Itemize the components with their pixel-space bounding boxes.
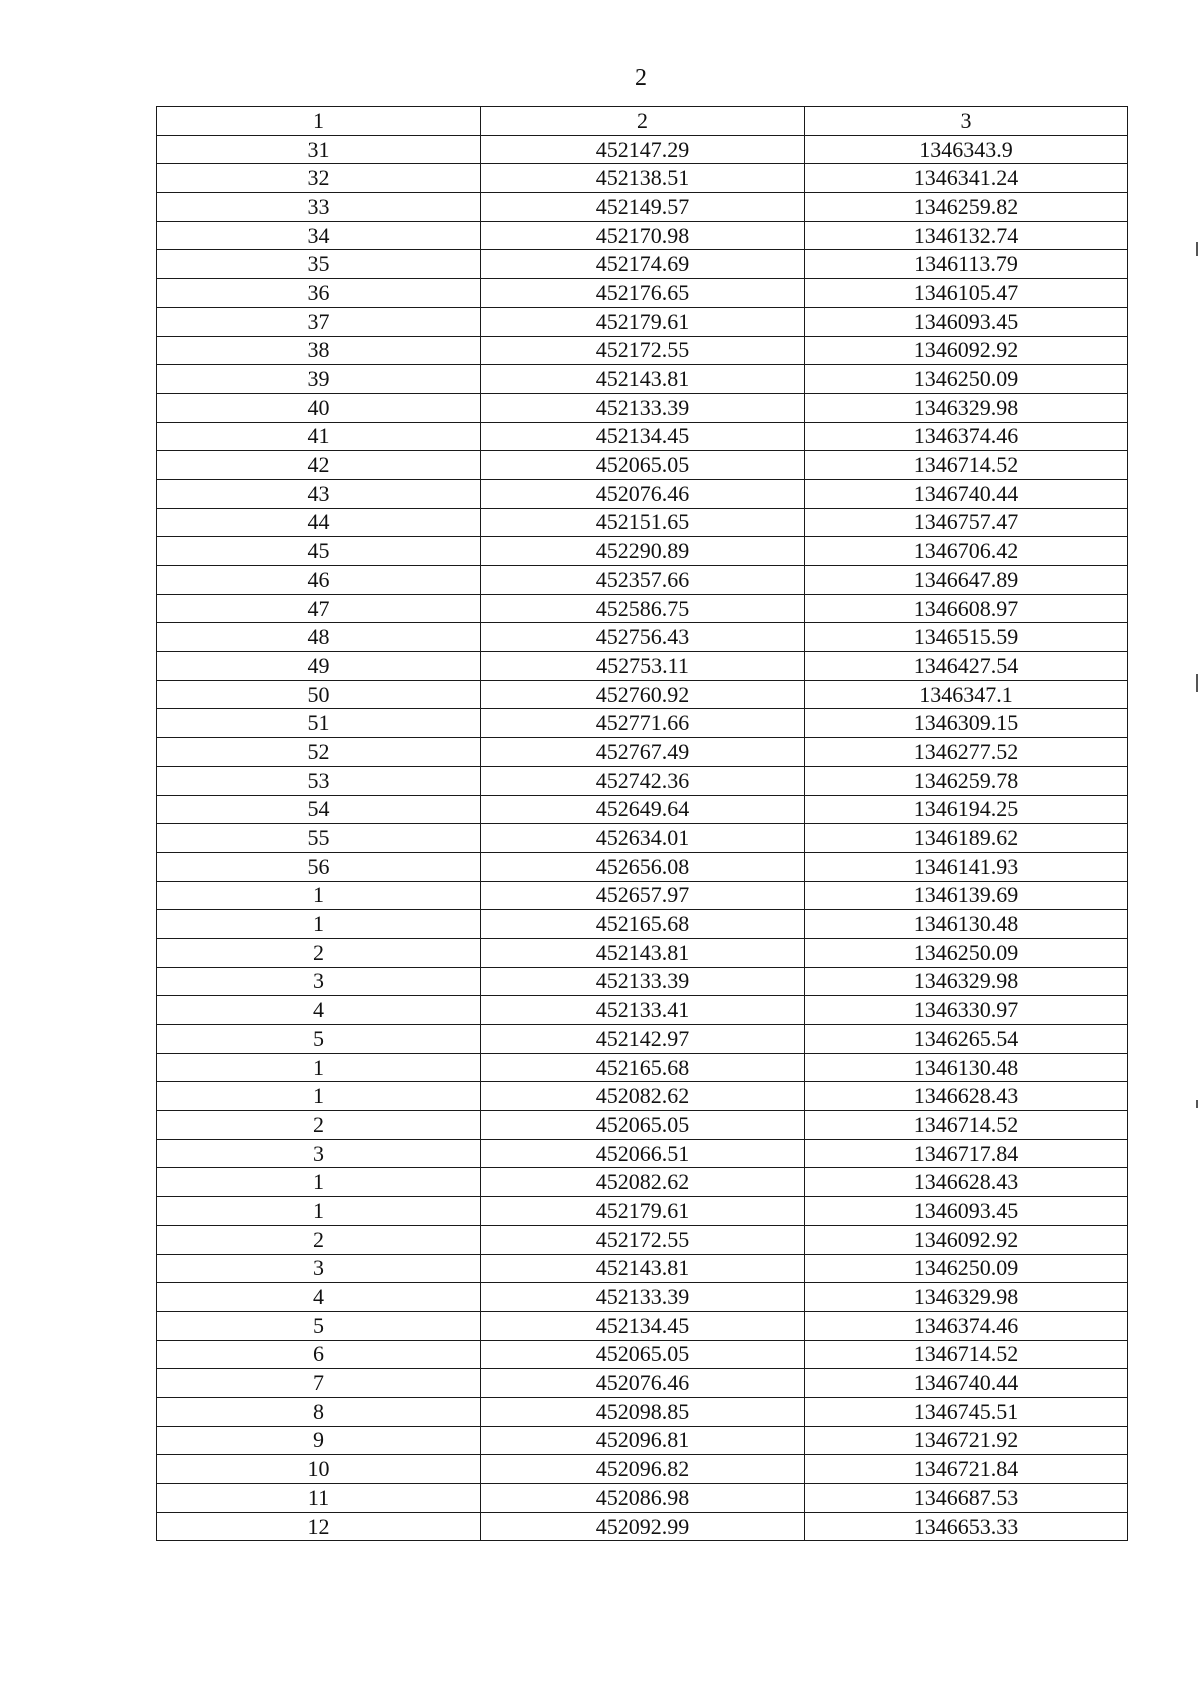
row-number-cell: 44 [157, 508, 481, 537]
table-row [157, 1168, 1128, 1197]
x-coordinate-cell: 452147.29 [481, 135, 805, 164]
row-number-cell: 31 [157, 135, 481, 164]
y-coordinate-cell: 1346757.47 [805, 508, 1128, 537]
scan-edge-mark [1196, 242, 1198, 256]
x-coordinate-cell: 452172.55 [481, 336, 805, 365]
table-row [157, 680, 1128, 709]
y-coordinate-cell: 1346189.62 [805, 824, 1128, 853]
y-coordinate-cell: 1346093.45 [805, 1197, 1128, 1226]
row-number-cell: 54 [157, 795, 481, 824]
y-coordinate-cell: 1346132.74 [805, 221, 1128, 250]
row-number-cell: 2 [157, 1111, 481, 1140]
row-number-cell: 35 [157, 250, 481, 279]
x-coordinate-cell: 452172.55 [481, 1225, 805, 1254]
y-coordinate-cell: 1346714.52 [805, 1340, 1128, 1369]
row-number-cell: 1 [157, 1053, 481, 1082]
x-coordinate-cell: 452143.81 [481, 938, 805, 967]
x-coordinate-cell: 452133.39 [481, 967, 805, 996]
x-coordinate-cell: 452179.61 [481, 307, 805, 336]
row-number-cell: 4 [157, 996, 481, 1025]
table-row [157, 1426, 1128, 1455]
row-number-cell: 38 [157, 336, 481, 365]
y-coordinate-cell: 1346740.44 [805, 479, 1128, 508]
table-row [157, 1082, 1128, 1111]
row-number-cell: 50 [157, 680, 481, 709]
y-coordinate-cell: 1346250.09 [805, 365, 1128, 394]
table-row [157, 164, 1128, 193]
y-coordinate-cell: 1346721.92 [805, 1426, 1128, 1455]
y-coordinate-cell: 1346714.52 [805, 1111, 1128, 1140]
x-coordinate-cell: 452076.46 [481, 479, 805, 508]
row-number-cell: 1 [157, 881, 481, 910]
y-coordinate-cell: 1346105.47 [805, 279, 1128, 308]
x-coordinate-cell: 452133.41 [481, 996, 805, 1025]
table-row [157, 1053, 1128, 1082]
table-row [157, 365, 1128, 394]
page-number: 2 [635, 65, 647, 91]
y-coordinate-cell: 1346347.1 [805, 680, 1128, 709]
scan-edge-mark [1196, 1100, 1198, 1108]
row-number-cell: 51 [157, 709, 481, 738]
row-number-cell: 53 [157, 766, 481, 795]
table-row [157, 824, 1128, 853]
x-coordinate-cell: 452142.97 [481, 1025, 805, 1054]
x-coordinate-cell: 452165.68 [481, 1053, 805, 1082]
x-coordinate-cell: 452649.64 [481, 795, 805, 824]
y-coordinate-cell: 1346341.24 [805, 164, 1128, 193]
x-coordinate-cell: 452742.36 [481, 766, 805, 795]
table-row [157, 910, 1128, 939]
row-number-cell: 40 [157, 393, 481, 422]
y-coordinate-cell: 1346265.54 [805, 1025, 1128, 1054]
row-number-cell: 12 [157, 1512, 481, 1541]
table-row [157, 393, 1128, 422]
row-number-cell: 33 [157, 193, 481, 222]
y-coordinate-cell: 1346277.52 [805, 738, 1128, 767]
y-coordinate-cell: 1346608.97 [805, 594, 1128, 623]
row-number-cell: 2 [157, 1225, 481, 1254]
x-coordinate-cell: 452065.05 [481, 1111, 805, 1140]
row-number-cell: 1 [157, 1168, 481, 1197]
x-coordinate-cell: 452179.61 [481, 1197, 805, 1226]
table-row [157, 422, 1128, 451]
y-coordinate-cell: 1346130.48 [805, 910, 1128, 939]
header-cell-col2: 2 [481, 107, 805, 136]
table-row [157, 1340, 1128, 1369]
table-row [157, 193, 1128, 222]
row-number-cell: 32 [157, 164, 481, 193]
table-row [157, 279, 1128, 308]
y-coordinate-cell: 1346717.84 [805, 1139, 1128, 1168]
row-number-cell: 1 [157, 1197, 481, 1226]
table-row [157, 307, 1128, 336]
table-row [157, 738, 1128, 767]
row-number-cell: 43 [157, 479, 481, 508]
row-number-cell: 52 [157, 738, 481, 767]
x-coordinate-cell: 452634.01 [481, 824, 805, 853]
x-coordinate-cell: 452149.57 [481, 193, 805, 222]
row-number-cell: 42 [157, 451, 481, 480]
row-number-cell: 49 [157, 652, 481, 681]
table-row [157, 1397, 1128, 1426]
x-coordinate-cell: 452133.39 [481, 1283, 805, 1312]
x-coordinate-cell: 452092.99 [481, 1512, 805, 1541]
table-row [157, 1139, 1128, 1168]
x-coordinate-cell: 452656.08 [481, 852, 805, 881]
y-coordinate-cell: 1346113.79 [805, 250, 1128, 279]
table-row [157, 1225, 1128, 1254]
x-coordinate-cell: 452151.65 [481, 508, 805, 537]
table-row [157, 1254, 1128, 1283]
table-row [157, 1369, 1128, 1398]
table-row [157, 336, 1128, 365]
table-row [157, 1283, 1128, 1312]
table-row [157, 537, 1128, 566]
table-row [157, 479, 1128, 508]
y-coordinate-cell: 1346628.43 [805, 1082, 1128, 1111]
x-coordinate-cell: 452065.05 [481, 1340, 805, 1369]
row-number-cell: 47 [157, 594, 481, 623]
table-row [157, 938, 1128, 967]
y-coordinate-cell: 1346259.82 [805, 193, 1128, 222]
y-coordinate-cell: 1346374.46 [805, 422, 1128, 451]
table-row [157, 135, 1128, 164]
y-coordinate-cell: 1346740.44 [805, 1369, 1128, 1398]
y-coordinate-cell: 1346721.84 [805, 1455, 1128, 1484]
row-number-cell: 6 [157, 1340, 481, 1369]
y-coordinate-cell: 1346259.78 [805, 766, 1128, 795]
x-coordinate-cell: 452357.66 [481, 566, 805, 595]
y-coordinate-cell: 1346139.69 [805, 881, 1128, 910]
row-number-cell: 3 [157, 1139, 481, 1168]
row-number-cell: 46 [157, 566, 481, 595]
y-coordinate-cell: 1346706.42 [805, 537, 1128, 566]
y-coordinate-cell: 1346092.92 [805, 1225, 1128, 1254]
table-row [157, 709, 1128, 738]
y-coordinate-cell: 1346329.98 [805, 393, 1128, 422]
coordinate-table-container [156, 106, 1127, 1541]
row-number-cell: 11 [157, 1484, 481, 1513]
x-coordinate-cell: 452176.65 [481, 279, 805, 308]
y-coordinate-cell: 1346427.54 [805, 652, 1128, 681]
table-row [157, 623, 1128, 652]
scan-edge-mark [1196, 674, 1198, 692]
y-coordinate-cell: 1346745.51 [805, 1397, 1128, 1426]
y-coordinate-cell: 1346194.25 [805, 795, 1128, 824]
row-number-cell: 10 [157, 1455, 481, 1484]
row-number-cell: 45 [157, 537, 481, 566]
y-coordinate-cell: 1346330.97 [805, 996, 1128, 1025]
y-coordinate-cell: 1346329.98 [805, 1283, 1128, 1312]
x-coordinate-cell: 452138.51 [481, 164, 805, 193]
y-coordinate-cell: 1346329.98 [805, 967, 1128, 996]
y-coordinate-cell: 1346093.45 [805, 307, 1128, 336]
row-number-cell: 39 [157, 365, 481, 394]
coordinate-table [156, 106, 1128, 1541]
x-coordinate-cell: 452082.62 [481, 1082, 805, 1111]
table-row [157, 1512, 1128, 1541]
table-row [157, 967, 1128, 996]
x-coordinate-cell: 452170.98 [481, 221, 805, 250]
table-row [157, 594, 1128, 623]
y-coordinate-cell: 1346714.52 [805, 451, 1128, 480]
row-number-cell: 5 [157, 1311, 481, 1340]
x-coordinate-cell: 452065.05 [481, 451, 805, 480]
table-row [157, 451, 1128, 480]
row-number-cell: 5 [157, 1025, 481, 1054]
y-coordinate-cell: 1346141.93 [805, 852, 1128, 881]
table-row [157, 1455, 1128, 1484]
x-coordinate-cell: 452290.89 [481, 537, 805, 566]
x-coordinate-cell: 452143.81 [481, 1254, 805, 1283]
header-cell-col1: 1 [157, 107, 481, 136]
x-coordinate-cell: 452165.68 [481, 910, 805, 939]
table-row [157, 221, 1128, 250]
x-coordinate-cell: 452134.45 [481, 422, 805, 451]
y-coordinate-cell: 1346628.43 [805, 1168, 1128, 1197]
x-coordinate-cell: 452143.81 [481, 365, 805, 394]
header-cell-col3: 3 [805, 107, 1128, 136]
row-number-cell: 3 [157, 1254, 481, 1283]
x-coordinate-cell: 452082.62 [481, 1168, 805, 1197]
y-coordinate-cell: 1346374.46 [805, 1311, 1128, 1340]
x-coordinate-cell: 452771.66 [481, 709, 805, 738]
x-coordinate-cell: 452767.49 [481, 738, 805, 767]
row-number-cell: 1 [157, 1082, 481, 1111]
table-row [157, 508, 1128, 537]
row-number-cell: 48 [157, 623, 481, 652]
table-row [157, 881, 1128, 910]
x-coordinate-cell: 452086.98 [481, 1484, 805, 1513]
row-number-cell: 36 [157, 279, 481, 308]
table-row [157, 250, 1128, 279]
row-number-cell: 55 [157, 824, 481, 853]
table-row [157, 795, 1128, 824]
row-number-cell: 7 [157, 1369, 481, 1398]
y-coordinate-cell: 1346309.15 [805, 709, 1128, 738]
x-coordinate-cell: 452753.11 [481, 652, 805, 681]
x-coordinate-cell: 452076.46 [481, 1369, 805, 1398]
table-row [157, 766, 1128, 795]
x-coordinate-cell: 452760.92 [481, 680, 805, 709]
x-coordinate-cell: 452133.39 [481, 393, 805, 422]
table-row [157, 1311, 1128, 1340]
y-coordinate-cell: 1346250.09 [805, 938, 1128, 967]
x-coordinate-cell: 452096.82 [481, 1455, 805, 1484]
table-row [157, 1111, 1128, 1140]
table-row [157, 1484, 1128, 1513]
table-row [157, 566, 1128, 595]
row-number-cell: 1 [157, 910, 481, 939]
x-coordinate-cell: 452756.43 [481, 623, 805, 652]
table-header-row [157, 107, 1128, 136]
y-coordinate-cell: 1346653.33 [805, 1512, 1128, 1541]
row-number-cell: 9 [157, 1426, 481, 1455]
x-coordinate-cell: 452657.97 [481, 881, 805, 910]
table-body [157, 107, 1128, 1541]
row-number-cell: 8 [157, 1397, 481, 1426]
y-coordinate-cell: 1346092.92 [805, 336, 1128, 365]
row-number-cell: 2 [157, 938, 481, 967]
y-coordinate-cell: 1346130.48 [805, 1053, 1128, 1082]
table-row [157, 1197, 1128, 1226]
x-coordinate-cell: 452134.45 [481, 1311, 805, 1340]
row-number-cell: 4 [157, 1283, 481, 1312]
x-coordinate-cell: 452066.51 [481, 1139, 805, 1168]
y-coordinate-cell: 1346515.59 [805, 623, 1128, 652]
table-row [157, 652, 1128, 681]
row-number-cell: 34 [157, 221, 481, 250]
y-coordinate-cell: 1346647.89 [805, 566, 1128, 595]
row-number-cell: 41 [157, 422, 481, 451]
row-number-cell: 56 [157, 852, 481, 881]
x-coordinate-cell: 452098.85 [481, 1397, 805, 1426]
x-coordinate-cell: 452586.75 [481, 594, 805, 623]
table-row [157, 996, 1128, 1025]
x-coordinate-cell: 452174.69 [481, 250, 805, 279]
row-number-cell: 37 [157, 307, 481, 336]
y-coordinate-cell: 1346250.09 [805, 1254, 1128, 1283]
table-row [157, 1025, 1128, 1054]
y-coordinate-cell: 1346687.53 [805, 1484, 1128, 1513]
table-row [157, 852, 1128, 881]
row-number-cell: 3 [157, 967, 481, 996]
y-coordinate-cell: 1346343.9 [805, 135, 1128, 164]
x-coordinate-cell: 452096.81 [481, 1426, 805, 1455]
